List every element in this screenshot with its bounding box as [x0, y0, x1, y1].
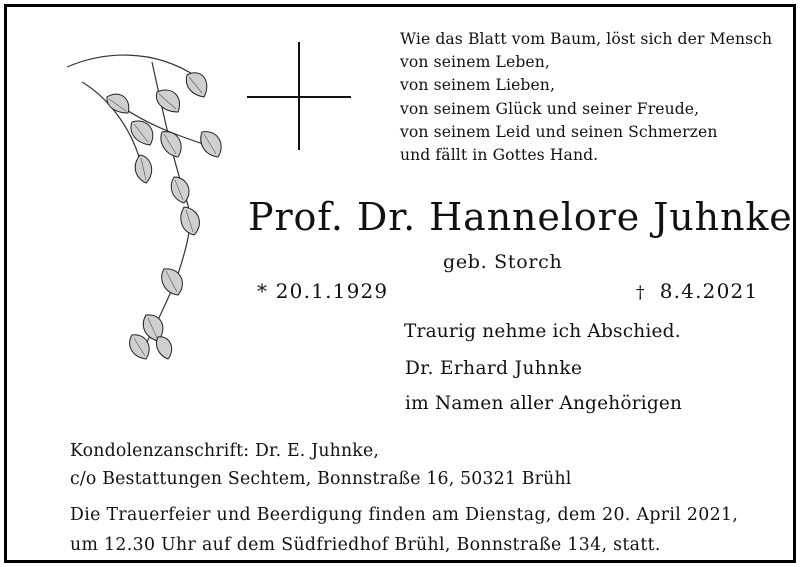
dagger-icon: † [636, 283, 646, 303]
poem-line: Wie das Blatt vom Baum, löst sich der Mensch [400, 30, 773, 48]
signer-name: Dr. Erhard Juhnke [405, 358, 583, 379]
poem-line: von seinem Glück und seiner Freude, [400, 99, 700, 118]
farewell-text: Traurig nehme ich Abschied. [404, 321, 681, 342]
condolence-address [70, 437, 572, 493]
birth-date: * 20.1.1929 [257, 279, 389, 303]
birth-name: geb. Storch [443, 251, 563, 273]
birch-branch-illustration [62, 37, 252, 367]
poem [400, 28, 800, 167]
death-date-block [636, 279, 758, 303]
poem-line: von seinem Leid und seinen Schmerzen [400, 122, 718, 141]
service-line: Die Trauerfeier und Beerdigung finden am Dienstag, dem 20. April 2021, [70, 505, 739, 525]
deceased-name: Prof. Dr. Hannelore Juhnke [248, 195, 793, 239]
condolence-line: c/o Bestattungen Sechtem, Bonnstraße 16, 50321 Brühl [70, 469, 572, 489]
funeral-service-info [70, 500, 738, 560]
condolence-line: Kondolenzanschrift: Dr. E. Juhnke, [70, 441, 380, 461]
service-line: um 12.30 Uhr auf dem Südfriedhof Brühl, Bonnstraße 134, statt. [70, 535, 661, 555]
poem-line: von seinem Leben, [400, 53, 550, 72]
poem-line: und fällt in Gottes Hand. [400, 146, 599, 165]
signer-note: im Namen aller Angehörigen [405, 393, 683, 414]
poem-line: von seinem Lieben, [400, 76, 556, 95]
death-date: 8.4.2021 [659, 279, 759, 303]
cross-icon [247, 42, 351, 152]
obituary-frame [4, 4, 796, 563]
